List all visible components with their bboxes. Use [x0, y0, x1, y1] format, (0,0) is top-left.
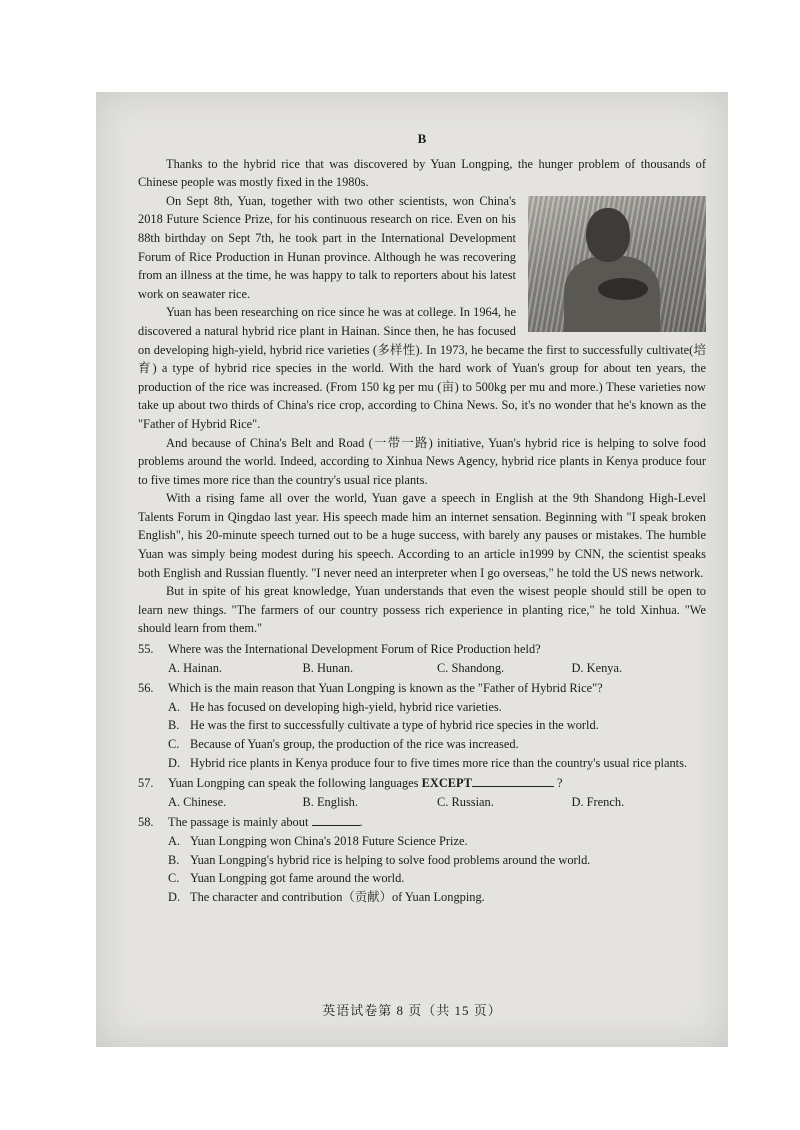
option-a: A. He has focused on developing high-yield, hybrid rice varieties. [168, 699, 502, 714]
option-d: D. Kenya. [571, 660, 623, 675]
question-56 [138, 679, 706, 772]
answer-blank [472, 774, 554, 787]
person-hands-shape [598, 278, 648, 300]
option-b: B. He was the first to successfully cultivate a type of hybrid rice species in the world. [168, 718, 599, 733]
paragraph-6: But in spite of his great knowledge, Yuan understands that even the wisest people should still be open to learn new things. "The farmers of our country possess rich experience in planting rice," he told Xinhua. "We should learn from them." [138, 584, 706, 636]
question-58 [138, 813, 706, 906]
option-b: B. Yuan Longping's hybrid rice is helping to solve food problems around the world. [168, 852, 591, 867]
answer-blank [312, 813, 360, 826]
option-c: C. Because of Yuan's group, the production of the rice was increased. [168, 737, 519, 751]
option-d: D. French. [571, 794, 625, 809]
yuan-longping-photo [528, 196, 706, 332]
exam-page [96, 92, 728, 1047]
question-55 [138, 640, 706, 677]
paragraph-5: With a rising fame all over the world, Yuan gave a speech in English at the 9th Shandong High-Level Talents Forum in Qingdao last year. His speech made him an internet sensation. Beginning with "I speak broken English", his 20-minute speech turned out to be a huge success, with barely any pauses or mistakes. The humble Yuan was simply being modest during his speech. According to an article in1999 by CNN, the scientist speaks both English and Russian fluently. "I never need an interpreter when I go overseas," he told the US news network. [138, 491, 706, 580]
paragraph-3: Yuan has been researching on rice since he was at college. In 1964, he discovered a natural hybrid rice plant in Hainan. Since then, he has focused on developing high-yield, hybrid rice varieties (多样性). In 1973, he became the first to successfully cultivate(培育) a type of hybrid rice species in the world. With the hard work of Yuan's group for about ten years, the production of the rice was increased. (From 150 kg per mu (亩) to 500kg per mu and more.) These varieties now take up about two thirds of China's rice crop, according to China News. So, it's no wonder that he's known as the "Father of Hybrid Rice". [138, 305, 706, 431]
paragraph-4: And because of China's Belt and Road (一带一路) initiative, Yuan's hybrid rice is helping to solve food problems around the world. Indeed, according to Xinhua News Agency, hybrid rice plants in Kenya produce four to five times more rice than the country's usual rice plants. [138, 435, 706, 487]
option-c: C. Russian. [437, 794, 494, 809]
paragraph-1: Thanks to the hybrid rice that was discovered by Yuan Longping, the hunger problem of thousands of Chinese people was mostly fixed in the 1980s. [138, 156, 706, 190]
option-d: D. Hybrid rice plants in Kenya produce four to five times more rice than the country's usual rice plants. [168, 755, 688, 770]
question-number: 58. [138, 815, 154, 830]
option-c: C. Yuan Longping got fame around the world. [168, 871, 405, 886]
section-letter: B [417, 131, 427, 146]
option-d: D. The character and contribution（贡献）of Yuan Longping. [168, 889, 485, 904]
person-head-shape [586, 208, 630, 262]
option-b: B. English. [302, 794, 358, 809]
page-footer: 英语试卷第 8 页（共 15 页） [322, 1003, 502, 1018]
question-stem: The passage is mainly about . [168, 815, 363, 830]
question-number: 55. [138, 642, 154, 657]
option-c: C. Shandong. [437, 660, 505, 675]
except-keyword: EXCEPT [421, 776, 472, 791]
question-number: 56. [138, 681, 154, 696]
option-b: B. Hunan. [302, 660, 354, 675]
paragraph-2: On Sept 8th, Yuan, together with two other scientists, won China's 2018 Future Science Prize, for his continuous research on rice. Even on his 88th birthday on Sept 7th, he took part in the International Development Forum of Rice Production in Hunan province. Although he was recovering from an illness at the time, he was happy to talk to reporters about his latest work on seawater rice. [138, 193, 516, 301]
option-a: A. Chinese. [168, 794, 227, 809]
option-a: A. Hainan. [168, 660, 223, 675]
question-number: 57. [138, 776, 154, 791]
question-stem: Yuan Longping can speak the following languages EXCEPT ? [168, 776, 563, 791]
passage-content [138, 130, 706, 906]
option-a: A. Yuan Longping won China's 2018 Future Science Prize. [168, 833, 468, 848]
question-stem: Where was the International Development Forum of Rice Production held? [168, 642, 541, 657]
question-stem: Which is the main reason that Yuan Longping is known as the "Father of Hybrid Rice"? [168, 681, 603, 696]
question-57 [138, 774, 706, 811]
